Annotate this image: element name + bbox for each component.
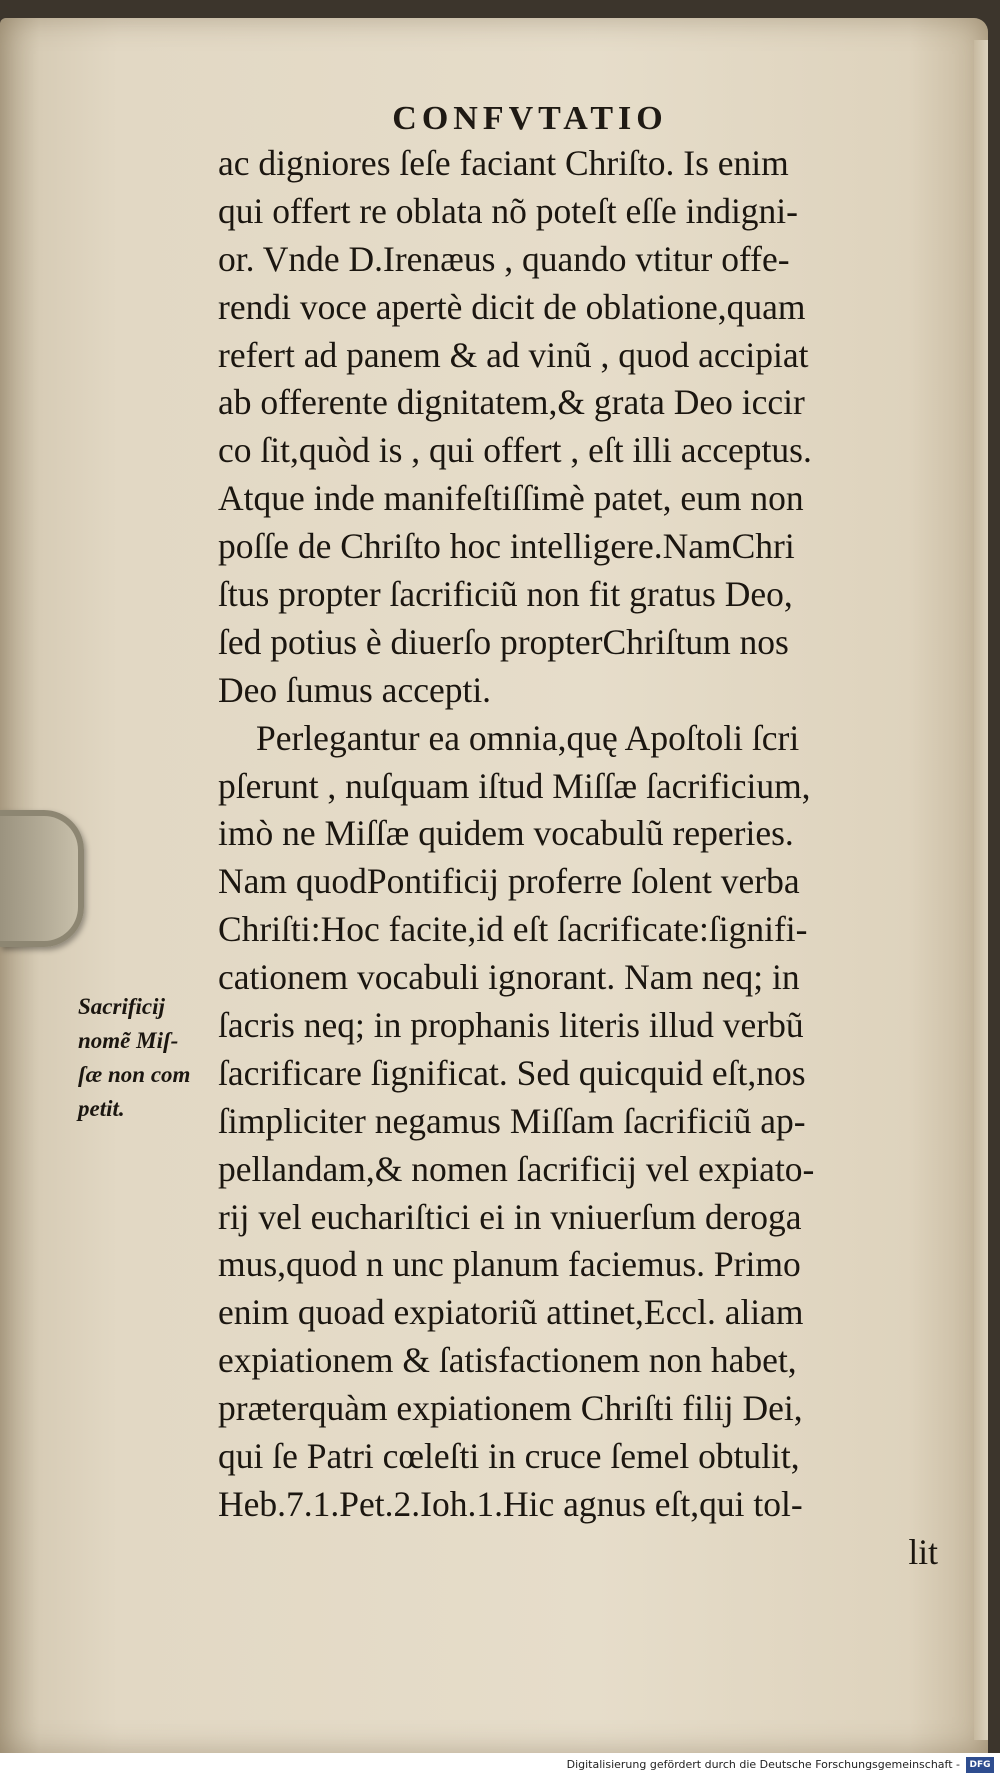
text-line: expiationem & ſatisfactionem non habet, (218, 1340, 797, 1381)
footer-bar (0, 1753, 1000, 1780)
margin-note-line: ſæ non com (78, 1062, 191, 1087)
margin-note-line: Sacrificij (78, 994, 165, 1019)
text-line: ſacris neq; in prophanis literis illud verbũ (218, 1005, 804, 1046)
catchword: lit (908, 1531, 938, 1572)
text-line: qui offert re oblata nõ poteſt eſſe indigni- (218, 190, 798, 231)
text-line: ſimpliciter negamus Miſſam ſacrificiũ ap- (218, 1100, 806, 1141)
text-line: Nam quodPontificij proferre ſolent verba (218, 861, 800, 902)
text-line: pellandam,& nomen ſacrificij vel expiato- (218, 1148, 815, 1189)
text-line: ſacrificare ſignificat. Sed quicquid eſt,nos (218, 1052, 806, 1093)
margin-note-line: petit. (78, 1096, 125, 1121)
text-line: pſerunt , nuſquam iſtud Miſſæ ſacrificium, (218, 765, 811, 806)
body-text (218, 140, 948, 1577)
text-line: præterquàm expiationem Chriſti filij Dei, (218, 1388, 803, 1429)
text-line: ab offerente dignitatem,& grata Deo iccir (218, 382, 805, 423)
text-line: Perlegantur ea omnia,quę Apoſtoli ſcri (256, 717, 800, 758)
margin-note-line: nomẽ Miſ- (78, 1028, 179, 1053)
text-line: co ſit,quòd is , qui offert , eſt illi acceptus. (218, 430, 812, 471)
text-line: ac digniores ſeſe faciant Chriſto. Is enim (218, 143, 789, 183)
text-line: enim quoad expiatoriũ attinet,Eccl. aliam (218, 1292, 804, 1333)
text-line: rij vel euchariſtici ei in vniuerſum deroga (218, 1196, 802, 1237)
text-line: mus,quod n unc planum faciemus. Primo (218, 1244, 801, 1285)
text-line: or. Vnde D.Irenæus , quando vtitur offe- (218, 238, 790, 279)
text-line: rendi voce apertè dicit de oblatione,quam (218, 286, 806, 327)
text-line: qui ſe Patri cœleſti in cruce ſemel obtulit, (218, 1436, 800, 1477)
text-line: ſed potius è diuerſo propterChriſtum nos (218, 621, 789, 662)
text-line: refert ad panem & ad vinũ , quod accipiat (218, 334, 809, 375)
page-clip (0, 810, 84, 947)
text-line: Atque inde manifeſtiſſimè patet, eum non (218, 478, 804, 519)
margin-note (78, 990, 218, 1126)
funding-credit: Digitalisierung gefördert durch die Deutsche Forschungsgemeinschaft - (566, 1758, 960, 1771)
text-line: imò ne Miſſæ quidem vocabulũ reperies. (218, 813, 794, 854)
dfg-logo: DFG (966, 1757, 994, 1773)
text-line: cationem vocabuli ignorant. Nam neq; in (218, 957, 800, 998)
text-line: Deo ſumus accepti. (218, 669, 492, 710)
text-line: poſſe de Chriſto hoc intelligere.NamChri (218, 526, 795, 567)
text-line: ſtus propter ſacrificiũ non fit gratus Deo, (218, 574, 793, 615)
page-edge (974, 40, 988, 1740)
running-head: CONFVTATIO (392, 100, 668, 137)
text-line: Heb.7.1.Pet.2.Ioh.1.Hic agnus eſt,qui tol- (218, 1483, 803, 1524)
text-line: Chriſti:Hoc facite,id eſt ſacrificate:ſignifi- (218, 909, 808, 950)
